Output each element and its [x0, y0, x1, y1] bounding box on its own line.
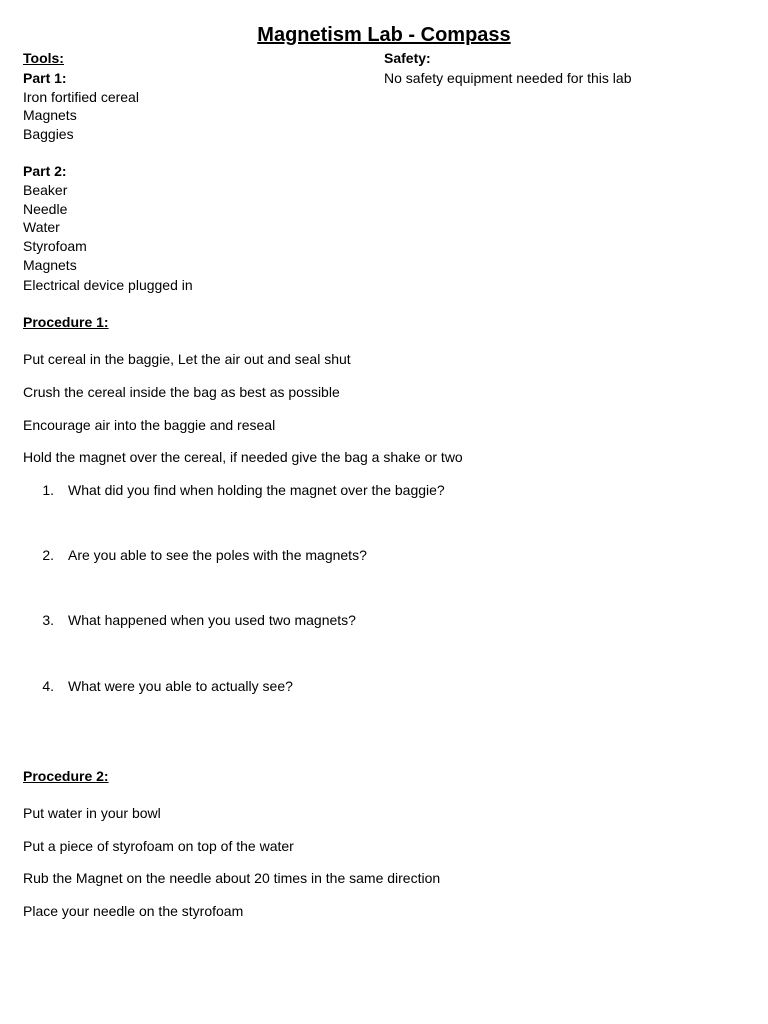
safety-text: No safety equipment needed for this lab — [384, 70, 632, 86]
procedure2-step: Put water in your bowl — [23, 805, 161, 821]
procedure1-step: Crush the cereal inside the bag as best as possible — [23, 384, 340, 400]
procedure1-step: Hold the magnet over the cereal, if needed give the bag a shake or two — [23, 449, 463, 465]
part2-item: Electrical device plugged in — [23, 277, 193, 293]
question-item — [32, 611, 356, 629]
page-title: Magnetism Lab - Compass — [257, 24, 511, 46]
question-text: What were you able to actually see? — [68, 678, 293, 694]
part2-item: Styrofoam — [23, 238, 87, 254]
part2-item: Needle — [23, 201, 68, 217]
question-number: 3. — [42, 612, 54, 628]
part1-item: Iron fortified cereal — [23, 89, 139, 105]
procedure2-step: Place your needle on the styrofoam — [23, 903, 244, 919]
part2-heading: Part 2: — [23, 163, 67, 179]
procedure1-step: Put cereal in the baggie, Let the air out and seal shut — [23, 351, 351, 367]
part1-item: Magnets — [23, 107, 77, 123]
question-number: 1. — [42, 482, 54, 498]
procedure2-heading: Procedure 2: — [23, 768, 109, 784]
question-text: What did you find when holding the magnet over the baggie? — [68, 482, 445, 498]
part2-item: Water — [23, 219, 60, 235]
question-item — [32, 481, 445, 499]
procedure1-heading: Procedure 1: — [23, 314, 109, 330]
part1-heading: Part 1: — [23, 70, 67, 86]
safety-heading: Safety: — [384, 50, 431, 66]
part1-item: Baggies — [23, 126, 74, 142]
tools-heading: Tools: — [23, 50, 64, 66]
procedure2-step: Rub the Magnet on the needle about 20 times in the same direction — [23, 870, 441, 886]
procedure2-step: Put a piece of styrofoam on top of the water — [23, 838, 294, 854]
question-text: What happened when you used two magnets? — [68, 612, 356, 628]
question-item — [32, 546, 367, 564]
part2-item: Magnets — [23, 257, 77, 273]
question-item — [32, 677, 293, 695]
question-number: 2. — [42, 547, 54, 563]
question-number: 4. — [42, 678, 54, 694]
part2-item: Beaker — [23, 182, 68, 198]
procedure1-step: Encourage air into the baggie and reseal — [23, 417, 276, 433]
question-text: Are you able to see the poles with the magnets? — [68, 547, 367, 563]
